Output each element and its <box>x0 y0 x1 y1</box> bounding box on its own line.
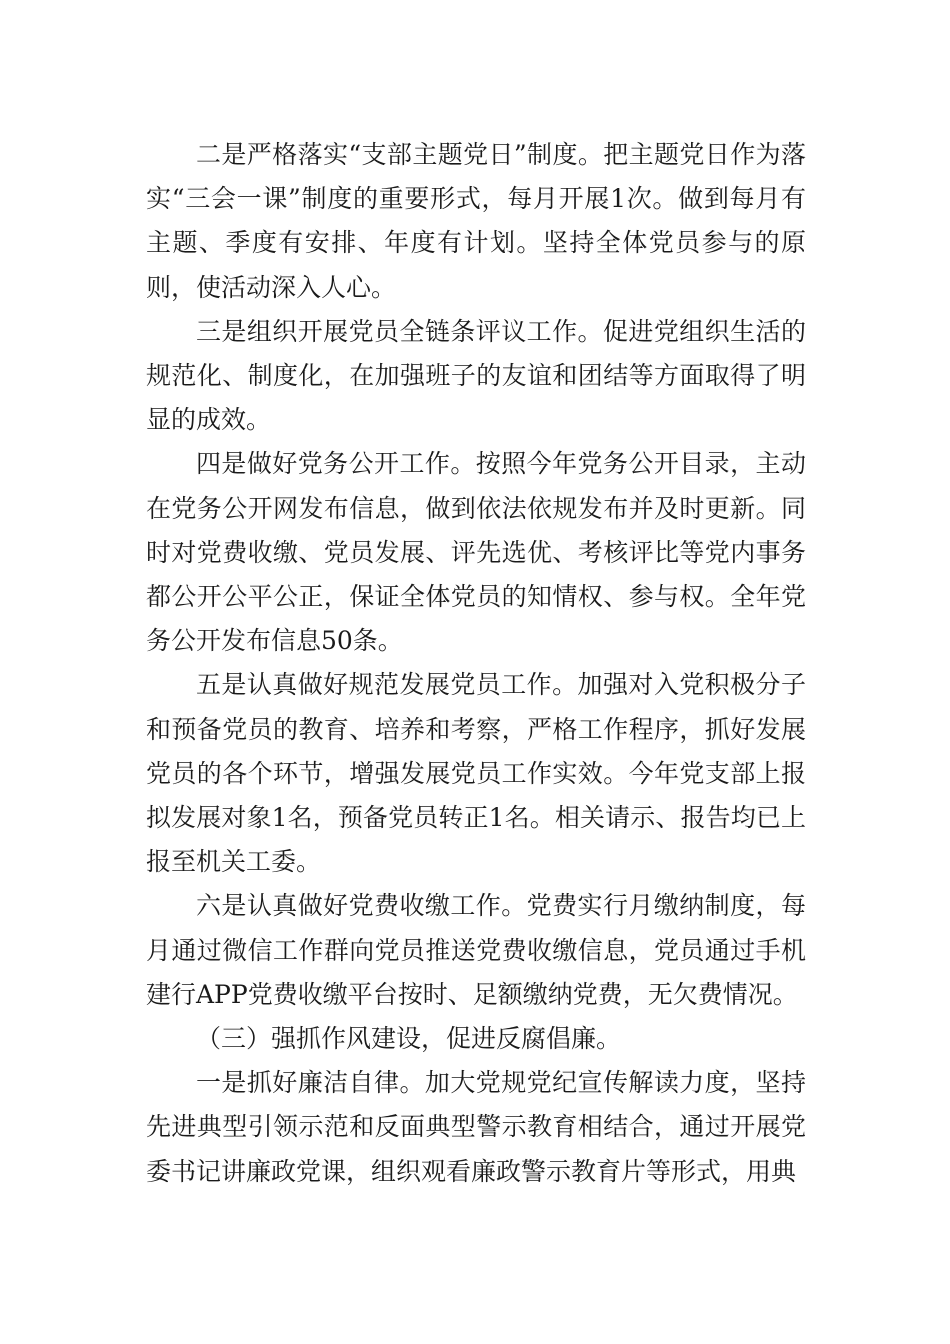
paragraph-theme-party-day: 二是严格落实“支部主题党日”制度。把主题党日作为落实“三会一课”制度的重要形式，每月开展1次。做到每月有主题、季度有安排、年度有计划。坚持全体党员参与的原则，使活动深入人心。 <box>146 140 806 302</box>
paragraph-dues-collection: 六是认真做好党费收缴工作。党费实行月缴纳制度，每月通过微信工作群向党员推送党费收缴信息，党员通过手机建行APP党费收缴平台按时、足额缴纳党费，无欠费情况。 <box>146 891 806 1009</box>
section-heading: （三）强抓作风建设，促进反腐倡廉。 <box>196 1024 622 1054</box>
paragraph-member-development: 五是认真做好规范发展党员工作。加强对入党积极分子和预备党员的教育、培养和考察，严格工作程序，抓好发展党员的各个环节，增强发展党员工作实效。今年党支部上报拟发展对象1名，预备党员转正1名。相关请示、报告均已上报至机关工委。 <box>146 670 806 877</box>
document-body <box>146 133 806 1194</box>
paragraph-member-review: 三是组织开展党员全链条评议工作。促进党组织生活的规范化、制度化，在加强班子的友谊和团结等方面取得了明显的成效。 <box>146 316 806 435</box>
paragraph-integrity: 一是抓好廉洁自律。加大党规党纪宣传解读力度，坚持先进典型引领示范和反面典型警示教育相结合，通过开展党委书记讲廉政党课，组织观看廉政警示教育片等形式，用典 <box>146 1068 806 1186</box>
paragraph-affairs-disclosure: 四是做好党务公开工作。按照今年党务公开目录，主动在党务公开网发布信息，做到依法依规发布并及时更新。同时对党费收缴、党员发展、评先选优、考核评比等党内事务都公开公平公正，保证全体党员的知情权、参与权。全年党务公开发布信息50条。 <box>146 449 806 656</box>
